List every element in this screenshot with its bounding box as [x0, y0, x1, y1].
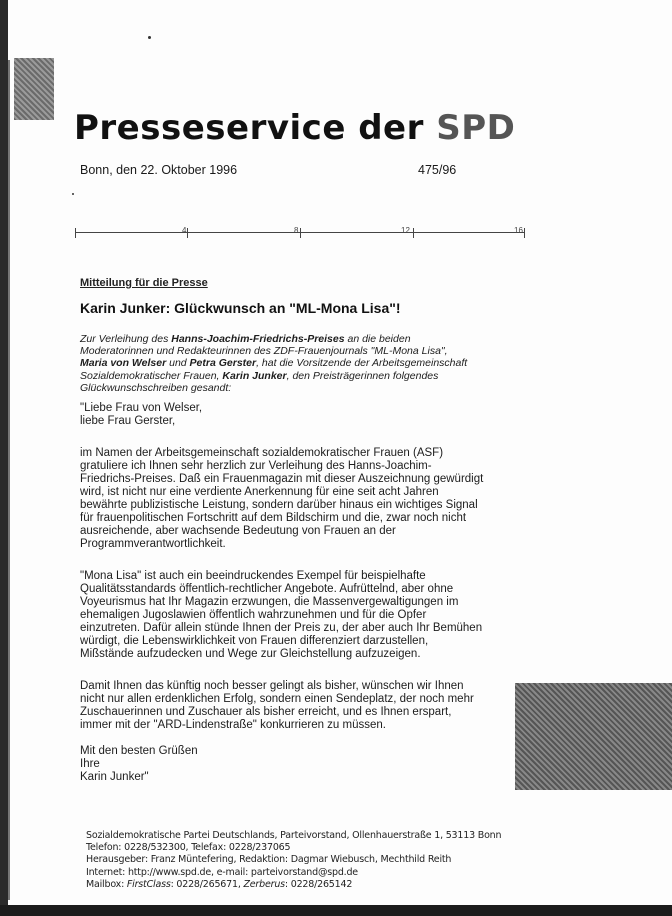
page-title: Presseservice der SPD — [74, 108, 516, 148]
dateline: Bonn, den 22. Oktober 1996 — [80, 163, 238, 177]
scan-artifact-right — [515, 683, 672, 790]
footer: Sozialdemokratische Partei Deutschlands, Parteivorstand, Ollenhauerstraße 1, 53113 Bonn Telefon: 0228/532300, Telefax: 0228/237065 Herausgeber: Franz Müntefering, Redaktion: Dagmar Wiebusch, Mechthild Reith Internet: http://www.spd.de, e-mail: parteivorstand@spd.de Mailbox: FirstClass: 0228/265671, Zerberus: 0228/265142 — [86, 830, 502, 890]
ruler-mark: 12 — [401, 226, 410, 235]
ruler-mark: 8 — [294, 226, 299, 235]
ruler-mark: 4 — [182, 226, 187, 235]
release-number: 475/96 — [418, 163, 457, 177]
closing: Mit den besten Grüßen Ihre Karin Junker" — [80, 745, 198, 783]
headline: Karin Junker: Glückwunsch an "ML-Mona Lisa"! — [80, 300, 401, 316]
scan-artifact-top-left — [14, 58, 54, 120]
greeting: "Liebe Frau von Welser, liebe Frau Gerster, — [80, 402, 203, 427]
paragraph: Damit Ihnen das künftig noch besser gelingt als bisher, wünschen wir Ihnen nicht nur allen erdenklichen Erfolg, sondern einen Sendeplatz, der noch mehr Zuschauerinnen und Zuschauer als bisher erreicht, und es Ihnen erspart, immer mit der "ARD-Lindenstraße" konkurrieren zu müssen. — [80, 680, 474, 731]
scan-edge-line — [8, 60, 10, 900]
scan-edge-bottom — [0, 905, 672, 916]
paragraph: "Mona Lisa" ist auch ein beeindruckendes Exempel für beispielhafte Qualitätsstandards öffentlich-rechtlicher Angebote. Aufrüttelnd, aber ohne Voyeurismus hat Ihr Magazin erzwungen, die Massenvergewaltigungen im ehemaligen Jugoslawien öffentlich wahrzunehmen und für die Opfer einzutreten. Dafür allein stünde Ihnen der Preis zu, der aber auch Ihr Bemühen würdigt, die Lebenswirklichkeit von Frauen differenziert darzustellen, Mißstände aufzudecken und Wege zur Gleichstellung aufzuzeigen. — [80, 570, 483, 660]
paragraph: im Namen der Arbeitsgemeinschaft sozialdemokratischer Frauen (ASF) gratuliere ich Ihnen sehr herzlich zur Verleihung des Hanns-Joachim- Friedrichs-Preises. Daß ein Frauenmagazin mit dieser Auszeichnung gewürdigt wird, ist nicht nur eine verdiente Anerkennung für eine seit acht Jahren bewährte publizistische Leistung, sondern darüber hinaus ein wichtiges Signal für frauenpolitischen Fortschritt auf dem Bildschirm und die, zwar noch nicht ausreichende, aber wachsende Bedeutung von Frauen an der Programmverantwortlichkeit. — [80, 447, 484, 550]
scan-edge — [0, 0, 8, 916]
scan-speck — [72, 193, 74, 195]
intro-paragraph: Zur Verleihung des Hanns-Joachim-Friedrichs-Preises an die beiden Moderatorinnen und Redakteurinnen des ZDF-Frauenjournals "ML-Mona Lisa", Maria von Welser und Petra Gerster, hat die Vorsitzende der Arbeitsgemeinschaft Sozialdemokratischer Frauen, Karin Junker, den Preisträgerinnen folgendes Glückwunschschreiben gesandt: — [80, 333, 468, 394]
ruler-mark: 16 — [514, 226, 523, 235]
scan-speck — [148, 36, 151, 39]
section-label: Mitteilung für die Presse — [80, 277, 208, 289]
ruler — [75, 228, 525, 238]
brand-name: SPD — [436, 108, 516, 148]
